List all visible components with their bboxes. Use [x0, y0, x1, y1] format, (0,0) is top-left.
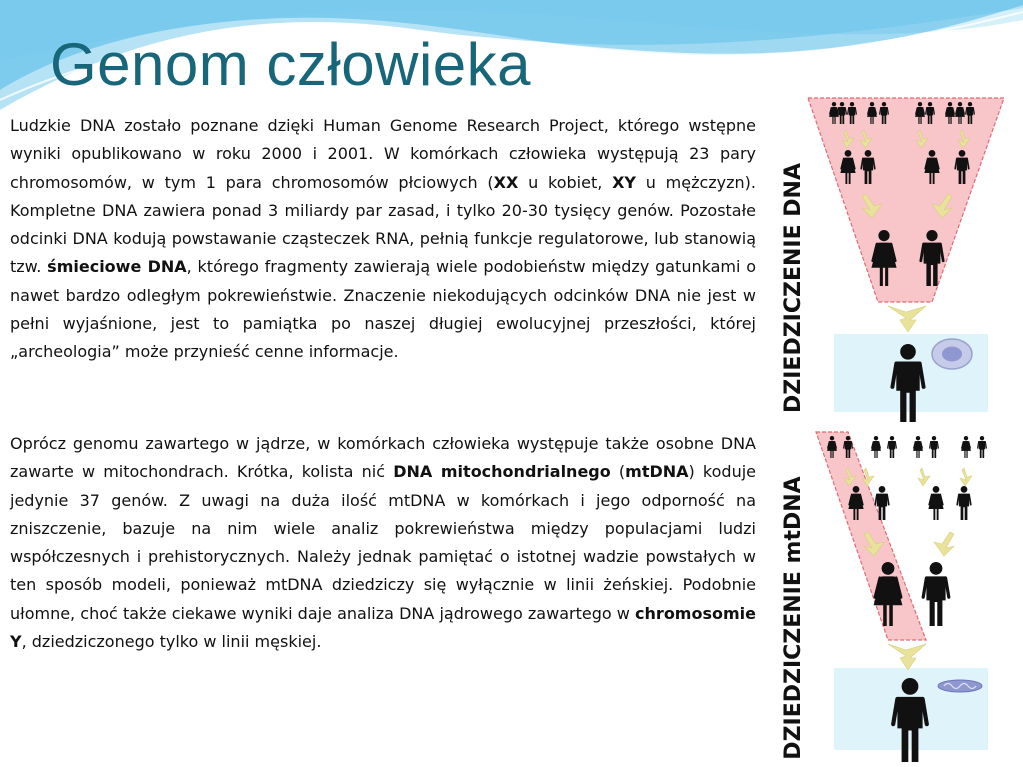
p1-text-4: , którego fragmenty zawierają wiele podobieństw między gatunkami o nawet bardzo odległym pokrewieństwie. Znaczenie niekodujących odcinków DNA nie jest w pełni wyjaśnione, jest to pamiątka po naszej długiej ewolucyjnej przeszłości, której „archeologia” może przynieść cenne informacje.: [10, 257, 756, 362]
label-mtdna-inheritance: DZIEDZICZENIE mtDNA: [781, 476, 806, 760]
down-arrow-icon: [888, 306, 926, 332]
p1-bold-xy: XY: [612, 172, 636, 192]
p1-text-3: u mężczyzn). Kompletne DNA zawiera ponad 3 miliardy par zasad, i tylko 20-30 tysięcy genów. Pozostałe odcinki DNA kodują powstawanie cząsteczek RNA, pełnią funkcje regulatorowe, lub stanowią tzw.: [10, 172, 757, 277]
nucleus-cell-icon: [932, 339, 972, 369]
mitochondrion-icon: [938, 680, 982, 692]
male-person-icon: [957, 486, 971, 520]
down-arrow-icon: [888, 644, 926, 670]
p2-bold-chromosome-y: chromosomie Y: [10, 603, 756, 652]
male-person-icon: [978, 436, 987, 458]
female-person-icon: [871, 436, 881, 458]
female-person-icon: [928, 486, 943, 520]
p1-text-1: Ludzkie DNA zostało poznane dzięki Human Genome Research Project, którego wstępne wyniki opublikowano w roku 2000 i 2001. W komórkach człowieka występują 23 pary chromosomów, w tym 1 para chromosomów płciowych (: [10, 116, 756, 192]
p1-bold-junk-dna: śmieciowe DNA: [47, 257, 187, 277]
down-arrow-icon: [934, 532, 954, 556]
slide-title: Genom człowieka: [50, 31, 532, 98]
male-person-icon: [923, 562, 949, 626]
label-dna-inheritance: DZIEDZICZENIE DNA: [781, 163, 806, 413]
inheritance-diagram: [772, 92, 1023, 767]
female-person-icon: [913, 436, 923, 458]
p2-bold-mtdna: mtDNA: [625, 462, 689, 482]
p2-text-2: (: [610, 462, 626, 482]
male-person-icon: [888, 436, 897, 458]
female-person-icon: [961, 436, 971, 458]
paragraph-nuclear-dna: [10, 112, 756, 367]
dna-funnel: [808, 98, 1004, 302]
p2-text-1: Oprócz genomu zawartego w jądrze, w komórkach człowieka występuje także osobne DNA zawarte w mitochondrach. Krótka, kolista nić: [10, 434, 756, 482]
p1-text-2: u kobiet,: [518, 172, 613, 192]
p2-text-3: ) koduje jedynie 37 genów. Z uwagi na duża ilość mtDNA w komórkach i jego odporność na zniszczenie, bazuje na nim wiele analiz pokrewieństwa między populacjami ludzi współczesnych i prehistorycznych. Należy jednak pamiętać o istotnej wadzie powstałych w ten sposób modeli, ponieważ mtDNA dziedziczy się wyłącznie w linii żeńskiej. Podobnie ułomne, choć także ciekawe wyniki daje analiza DNA jądrowego zawartego w: [10, 462, 757, 623]
p2-bold-mito-dna: DNA mitochondrialnego: [393, 462, 611, 482]
down-arrow-icon: [918, 468, 930, 486]
p2-text-4: , dziedziczonego tylko w linii męskiej.: [21, 632, 322, 652]
paragraph-mitochondrial-dna: [10, 430, 756, 656]
down-arrow-icon: [960, 468, 972, 486]
male-person-icon: [930, 436, 939, 458]
p1-bold-xx: XX: [493, 172, 519, 192]
